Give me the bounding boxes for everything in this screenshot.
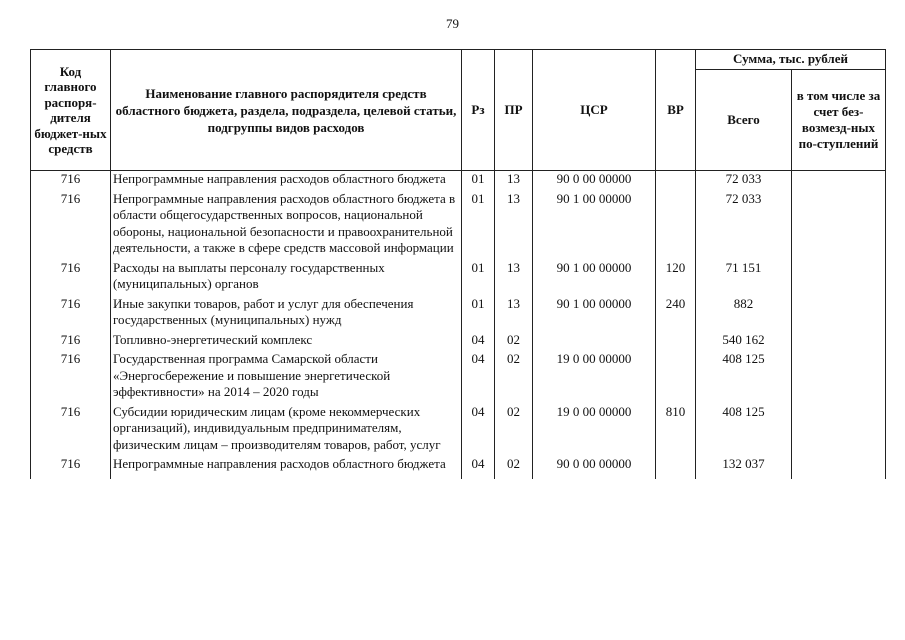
cell-total: 408 125 <box>696 351 792 404</box>
table-row <box>31 171 886 191</box>
cell-vr: 240 <box>656 296 696 332</box>
cell-non-budget <box>792 351 886 404</box>
header-non-budget: в том числе за счет без-возмезд-ных по-ступлений <box>792 70 886 171</box>
cell-total: 72 033 <box>696 191 792 260</box>
cell-code: 716 <box>31 260 111 296</box>
cell-total: 882 <box>696 296 792 332</box>
cell-vr <box>656 191 696 260</box>
cell-code: 716 <box>31 404 111 457</box>
cell-name: Непрограммные направления расходов областного бюджета <box>111 456 462 479</box>
cell-csr <box>533 332 656 352</box>
header-pr: ПР <box>495 50 533 171</box>
header-code: Код главного распоря-дителя бюджет-ных средств <box>31 50 111 171</box>
cell-vr: 810 <box>656 404 696 457</box>
cell-name: Субсидии юридическим лицам (кроме некоммерческих организаций), индивидуальным предпринимателям, физическим лицам – производителям товаров, работ, услуг <box>111 404 462 457</box>
cell-pr: 02 <box>495 332 533 352</box>
cell-code: 716 <box>31 351 111 404</box>
cell-vr: 120 <box>656 260 696 296</box>
cell-pr: 02 <box>495 404 533 457</box>
cell-non-budget <box>792 404 886 457</box>
table-row <box>31 296 886 332</box>
cell-non-budget <box>792 296 886 332</box>
cell-total: 408 125 <box>696 404 792 457</box>
cell-csr: 90 1 00 00000 <box>533 260 656 296</box>
cell-non-budget <box>792 332 886 352</box>
cell-name: Расходы на выплаты персоналу государственных (муниципальных) органов <box>111 260 462 296</box>
cell-csr: 90 0 00 00000 <box>533 171 656 191</box>
cell-code: 716 <box>31 171 111 191</box>
table-row <box>31 404 886 457</box>
header-name: Наименование главного распорядителя средств областного бюджета, раздела, подраздела, целевой статьи, подгруппы видов расходов <box>111 50 462 171</box>
cell-csr: 90 1 00 00000 <box>533 296 656 332</box>
cell-pr: 13 <box>495 296 533 332</box>
cell-non-budget <box>792 260 886 296</box>
page-number: 79 <box>446 16 459 31</box>
cell-non-budget <box>792 456 886 479</box>
cell-code: 716 <box>31 296 111 332</box>
header-sum-group: Сумма, тыс. рублей <box>696 50 886 70</box>
cell-code: 716 <box>31 456 111 479</box>
table-row <box>31 456 886 479</box>
cell-name: Непрограммные направления расходов областного бюджета <box>111 171 462 191</box>
cell-pr: 13 <box>495 191 533 260</box>
cell-vr <box>656 171 696 191</box>
cell-rz: 04 <box>462 332 495 352</box>
table-row <box>31 351 886 404</box>
table-row <box>31 260 886 296</box>
table-row <box>31 191 886 260</box>
cell-csr: 19 0 00 00000 <box>533 404 656 457</box>
cell-non-budget <box>792 171 886 191</box>
cell-rz: 01 <box>462 296 495 332</box>
cell-rz: 04 <box>462 404 495 457</box>
cell-name: Государственная программа Самарской области «Энергосбережение и повышение энергетической эффективности» на 2014 – 2020 годы <box>111 351 462 404</box>
header-rz: Рз <box>462 50 495 171</box>
cell-name: Топливно-энергетический комплекс <box>111 332 462 352</box>
cell-vr <box>656 351 696 404</box>
cell-rz: 01 <box>462 171 495 191</box>
cell-total: 71 151 <box>696 260 792 296</box>
cell-csr: 90 0 00 00000 <box>533 456 656 479</box>
cell-vr <box>656 332 696 352</box>
cell-pr: 02 <box>495 351 533 404</box>
cell-name: Непрограммные направления расходов областного бюджета в области общегосударственных вопросов, национальной обороны, национальной безопасности и правоохранительной деятельности, а также в сфере средств массовой информации <box>111 191 462 260</box>
cell-name: Иные закупки товаров, работ и услуг для обеспечения государственных (муниципальных) нужд <box>111 296 462 332</box>
cell-rz: 01 <box>462 260 495 296</box>
cell-total: 72 033 <box>696 171 792 191</box>
cell-code: 716 <box>31 191 111 260</box>
table-row <box>31 332 886 352</box>
cell-total: 132 037 <box>696 456 792 479</box>
cell-csr: 19 0 00 00000 <box>533 351 656 404</box>
header-csr: ЦСР <box>533 50 656 171</box>
cell-pr: 13 <box>495 260 533 296</box>
header-total: Всего <box>696 70 792 171</box>
cell-pr: 13 <box>495 171 533 191</box>
cell-rz: 04 <box>462 351 495 404</box>
cell-csr: 90 1 00 00000 <box>533 191 656 260</box>
cell-code: 716 <box>31 332 111 352</box>
header-row-1 <box>31 50 886 70</box>
cell-pr: 02 <box>495 456 533 479</box>
cell-rz: 01 <box>462 191 495 260</box>
cell-total: 540 162 <box>696 332 792 352</box>
budget-table <box>30 49 886 479</box>
header-vr: ВР <box>656 50 696 171</box>
cell-vr <box>656 456 696 479</box>
cell-non-budget <box>792 191 886 260</box>
cell-rz: 04 <box>462 456 495 479</box>
